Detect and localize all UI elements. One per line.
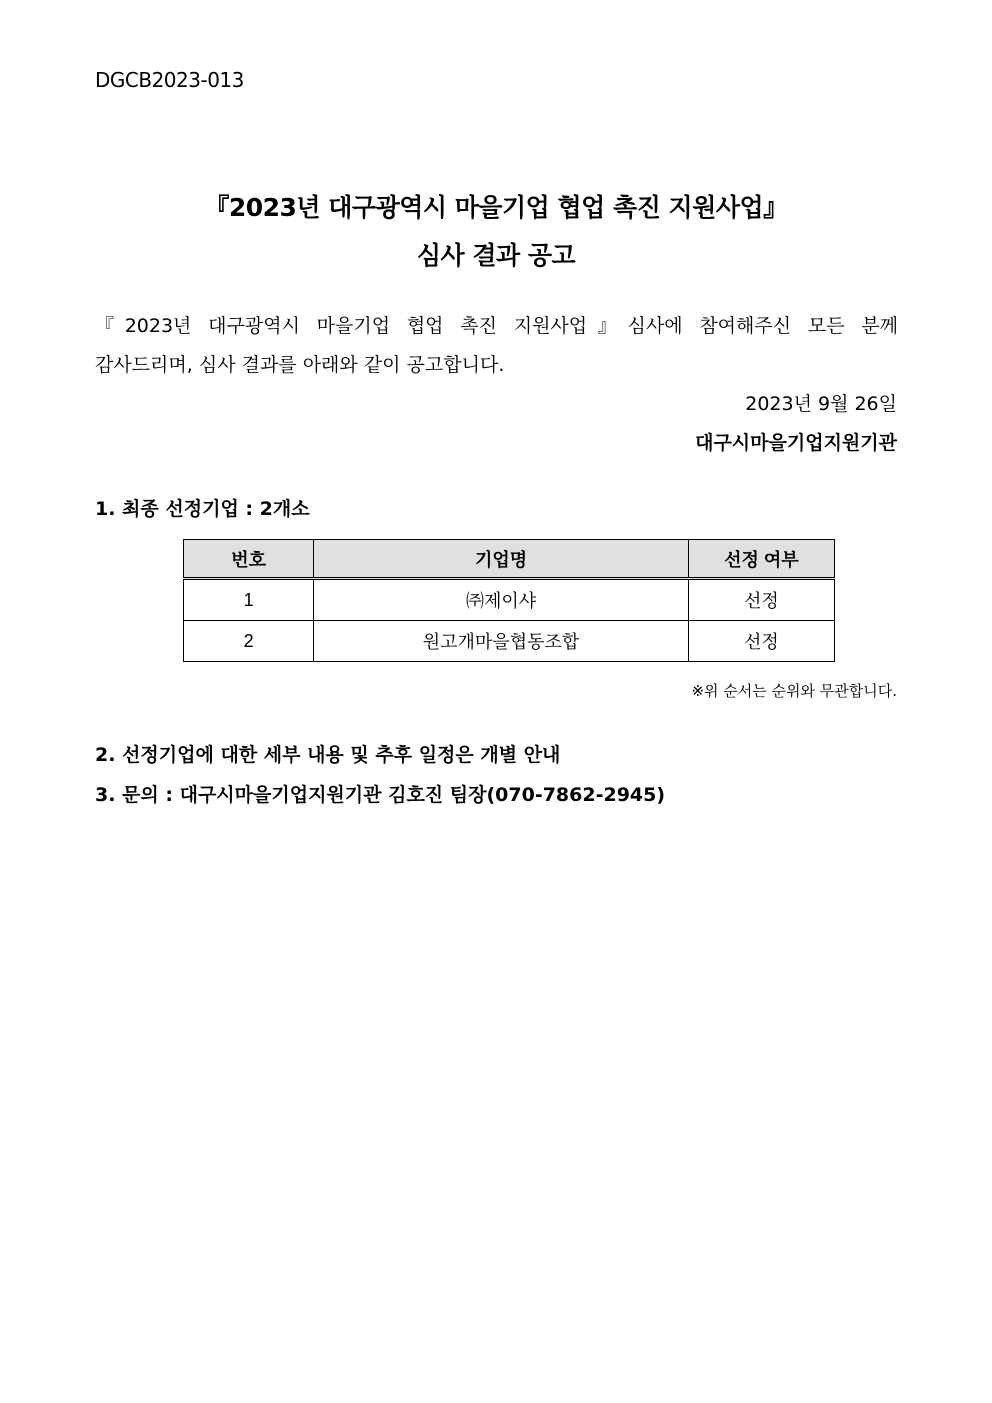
table-row bbox=[184, 621, 835, 662]
table-row bbox=[184, 579, 835, 621]
row-number: 2 bbox=[184, 621, 314, 662]
header-company-name: 기업명 bbox=[314, 540, 689, 579]
header-selection-status: 선정 여부 bbox=[688, 540, 834, 579]
table-header-row bbox=[184, 540, 835, 579]
announcement-date: 2023년 9월 26일 bbox=[745, 393, 897, 415]
results-table bbox=[183, 539, 835, 662]
row-company-name: 원고개마을협동조합 bbox=[314, 621, 689, 662]
intro-text-line-1: 『2023년 대구광역시 마을기업 협업 촉진 지원사업』심사에 참여해주신 모든 분께 bbox=[95, 315, 898, 337]
organization-name: 대구시마을기업지원기관 bbox=[695, 432, 897, 454]
header-number: 번호 bbox=[184, 540, 314, 579]
document-number: DGCB2023-013 bbox=[95, 68, 244, 92]
section-selected-companies: 1. 최종 선정기업 : 2개소 bbox=[95, 498, 310, 520]
page-title: 『2023년 대구광역시 마을기업 협업 촉진 지원사업』 bbox=[204, 193, 788, 222]
row-selection-status: 선정 bbox=[688, 621, 834, 662]
row-number: 1 bbox=[184, 579, 314, 621]
section-contact-info: 3. 문의 : 대구시마을기업지원기관 김호진 팀장(070-7862-2945) bbox=[95, 784, 666, 806]
page-subtitle: 심사 결과 공고 bbox=[416, 241, 576, 270]
row-company-name: ㈜제이샤 bbox=[314, 579, 689, 621]
section-individual-notice: 2. 선정기업에 대한 세부 내용 및 추후 일정은 개별 안내 bbox=[95, 744, 561, 766]
intro-text-line-2: 감사드리며, 심사 결과를 아래와 같이 공고합니다. bbox=[95, 354, 505, 376]
row-selection-status: 선정 bbox=[688, 579, 834, 621]
table-note: ※위 순서는 순위와 무관합니다. bbox=[691, 682, 897, 700]
